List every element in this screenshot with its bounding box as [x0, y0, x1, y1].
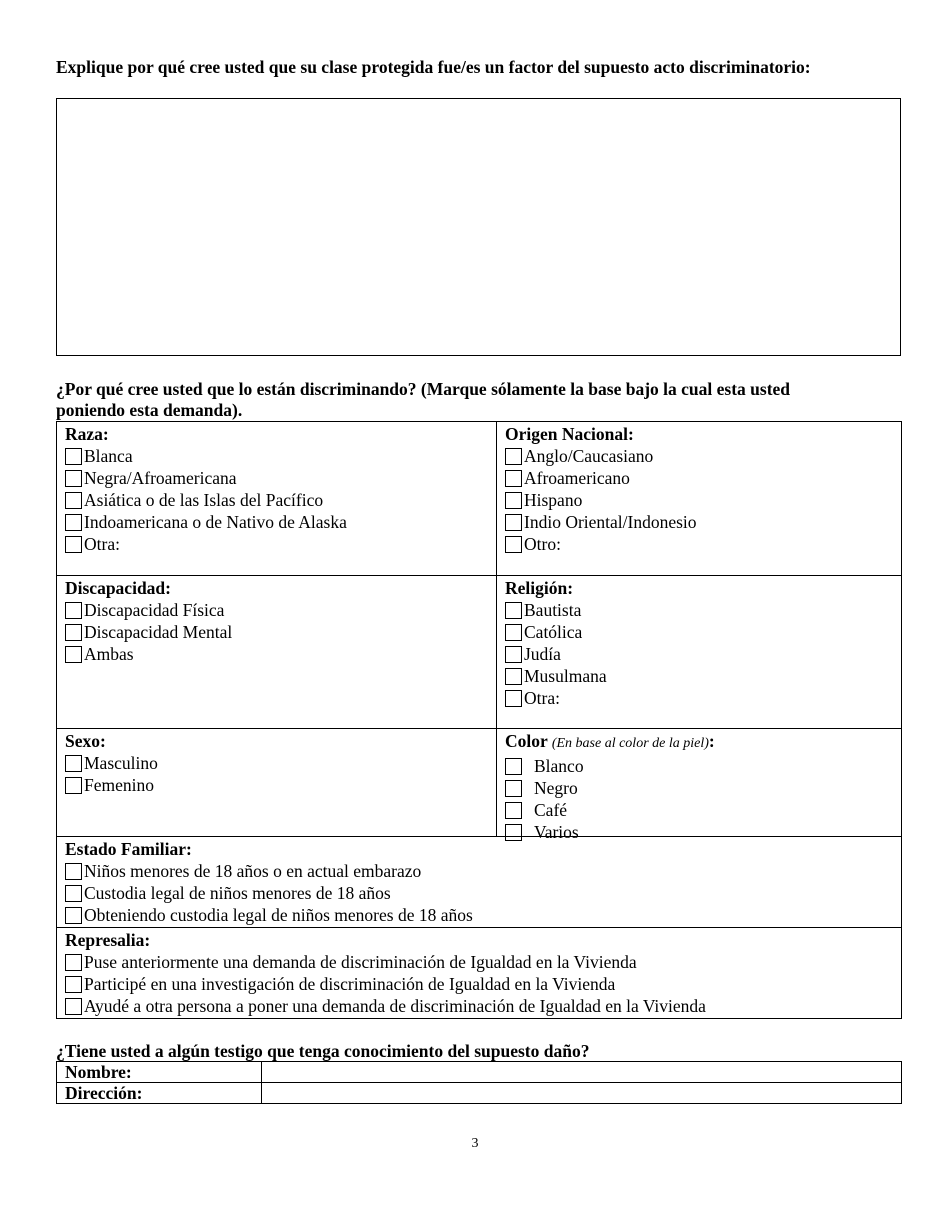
- color-option[interactable]: Varios: [505, 821, 901, 843]
- raza-option[interactable]: Indoamericana o de Nativo de Alaska: [65, 511, 496, 533]
- discapacidad-option[interactable]: Discapacidad Física: [65, 599, 496, 621]
- origen-title: Origen Nacional:: [505, 424, 634, 444]
- familiar-section: [57, 837, 901, 926]
- checkbox[interactable]: [505, 602, 522, 619]
- checkbox[interactable]: [65, 536, 82, 553]
- checkbox[interactable]: [65, 646, 82, 663]
- discapacidad-title: Discapacidad:: [65, 578, 171, 598]
- checkbox[interactable]: [65, 514, 82, 531]
- color-option[interactable]: Café: [505, 799, 901, 821]
- represalia-option[interactable]: Participé en una investigación de discriminación de Igualdad en la Vivienda: [65, 973, 901, 995]
- name-field[interactable]: [262, 1062, 902, 1083]
- explain-question: Explique por qué cree usted que su clase protegida fue/es un factor del supuesto acto discriminatorio:: [56, 57, 811, 77]
- raza-option[interactable]: Negra/Afroamericana: [65, 467, 496, 489]
- raza-section: [57, 422, 496, 555]
- checkbox[interactable]: [505, 624, 522, 641]
- checkbox[interactable]: [505, 536, 522, 553]
- checkbox[interactable]: [65, 448, 82, 465]
- represalia-option[interactable]: Puse anteriormente una demanda de discriminación de Igualdad en la Vivienda: [65, 951, 901, 973]
- color-option[interactable]: Blanco: [505, 755, 901, 777]
- checkbox[interactable]: [65, 885, 82, 902]
- origen-option[interactable]: Indio Oriental/Indonesio: [505, 511, 901, 533]
- discapacidad-option[interactable]: Ambas: [65, 643, 496, 665]
- color-title: Color (En base al color de la piel):: [505, 731, 715, 751]
- checkbox[interactable]: [505, 758, 522, 775]
- checkbox[interactable]: [65, 624, 82, 641]
- origen-option[interactable]: Hispano: [505, 489, 901, 511]
- checkbox[interactable]: [65, 998, 82, 1015]
- color-section: [497, 729, 901, 843]
- discapacidad-option[interactable]: Discapacidad Mental: [65, 621, 496, 643]
- checkbox[interactable]: [65, 492, 82, 509]
- origen-option[interactable]: Anglo/Caucasiano: [505, 445, 901, 467]
- checkbox[interactable]: [65, 602, 82, 619]
- sexo-option[interactable]: Femenino: [65, 774, 496, 796]
- checkbox[interactable]: [505, 514, 522, 531]
- checkbox[interactable]: [65, 863, 82, 880]
- color-option[interactable]: Negro: [505, 777, 901, 799]
- origen-option[interactable]: Afroamericano: [505, 467, 901, 489]
- page-number: 3: [471, 1136, 479, 1151]
- checkbox[interactable]: [505, 802, 522, 819]
- checkbox[interactable]: [505, 470, 522, 487]
- explanation-textarea[interactable]: [56, 98, 901, 356]
- religion-option[interactable]: Judía: [505, 643, 901, 665]
- origen-option[interactable]: Otro:: [505, 533, 901, 555]
- witness-table: [56, 1061, 902, 1104]
- represalia-title: Represalia:: [65, 930, 151, 950]
- checkbox[interactable]: [505, 492, 522, 509]
- religion-option[interactable]: Católica: [505, 621, 901, 643]
- represalia-option[interactable]: Ayudé a otra persona a poner una demanda de discriminación de Igualdad en la Vivienda: [65, 995, 901, 1017]
- checkbox[interactable]: [505, 646, 522, 663]
- checkbox[interactable]: [505, 668, 522, 685]
- checkbox[interactable]: [65, 954, 82, 971]
- raza-option[interactable]: Blanca: [65, 445, 496, 467]
- name-label: Nombre:: [57, 1062, 262, 1083]
- raza-title: Raza:: [65, 424, 109, 444]
- checkbox[interactable]: [65, 976, 82, 993]
- address-label: Dirección:: [57, 1083, 262, 1104]
- checkbox[interactable]: [505, 690, 522, 707]
- checkbox[interactable]: [65, 470, 82, 487]
- basis-grid: [56, 421, 902, 1019]
- checkbox[interactable]: [65, 777, 82, 794]
- origen-section: [497, 422, 901, 555]
- religion-option[interactable]: Bautista: [505, 599, 901, 621]
- table-row: [57, 1062, 902, 1083]
- sexo-title: Sexo:: [65, 731, 106, 751]
- table-row: [57, 1083, 902, 1104]
- checkbox[interactable]: [65, 907, 82, 924]
- sexo-option[interactable]: Masculino: [65, 752, 496, 774]
- familiar-option[interactable]: Niños menores de 18 años o en actual embarazo: [65, 860, 901, 882]
- religion-option[interactable]: Otra:: [505, 687, 901, 709]
- discapacidad-section: [57, 576, 496, 665]
- sexo-section: [57, 729, 496, 796]
- raza-option[interactable]: Asiática o de las Islas del Pacífico: [65, 489, 496, 511]
- familiar-title: Estado Familiar:: [65, 839, 192, 859]
- religion-option[interactable]: Musulmana: [505, 665, 901, 687]
- religion-section: [497, 576, 901, 709]
- checkbox[interactable]: [65, 755, 82, 772]
- address-field[interactable]: [262, 1083, 902, 1104]
- religion-title: Religión:: [505, 578, 574, 598]
- familiar-option[interactable]: Obteniendo custodia legal de niños menores de 18 años: [65, 904, 901, 926]
- checkbox[interactable]: [505, 448, 522, 465]
- checkbox[interactable]: [505, 780, 522, 797]
- familiar-option[interactable]: Custodia legal de niños menores de 18 años: [65, 882, 901, 904]
- represalia-section: [57, 928, 901, 1017]
- raza-option[interactable]: Otra:: [65, 533, 496, 555]
- basis-question: ¿Por qué cree usted que lo están discriminando? (Marque sólamente la base bajo la cual esta usted poniendo esta demanda).: [56, 379, 791, 420]
- witness-question: ¿Tiene usted a algún testigo que tenga conocimiento del supuesto daño?: [56, 1041, 590, 1061]
